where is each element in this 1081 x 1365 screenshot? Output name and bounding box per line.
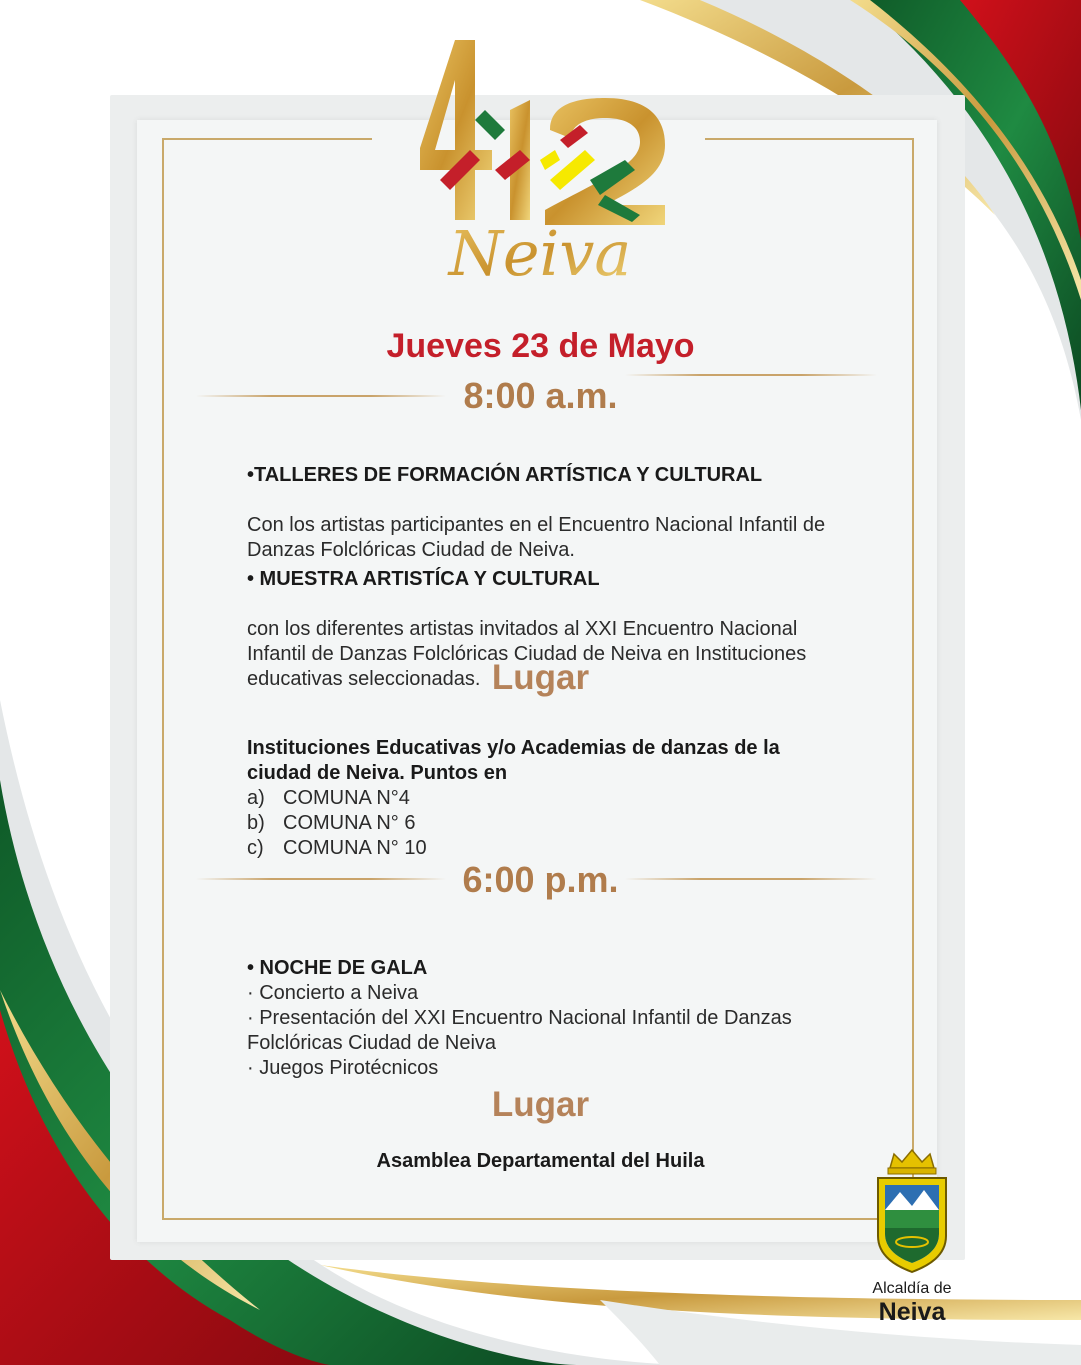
coat-of-arms-icon: [872, 1148, 952, 1278]
activity-description: Con los artistas participantes en el Encuentro Nacional Infantil de Danzas Folclóricas Ciudad de Neiva.: [247, 514, 826, 561]
alcaldia-name: Neiva: [878, 1298, 946, 1326]
activity-title: •TALLERES DE FORMACIÓN ARTÍSTICA Y CULTURAL: [247, 464, 763, 486]
neiva-412-logo: [400, 30, 690, 300]
venue-name: Asamblea Departamental del Huila: [376, 1150, 705, 1172]
alcaldia-label: Alcaldía de: [872, 1280, 952, 1297]
place-description: Instituciones Educativas y/o Academias de danzas de la ciudad de Neiva. Puntos en: [247, 737, 780, 784]
list-item: c) COMUNA N° 10: [247, 837, 427, 859]
morning-time: 8:00 a.m.: [463, 375, 618, 416]
activity-title: • MUESTRA ARTISTÍCA Y CULTURAL: [247, 568, 600, 590]
evening-time: 6:00 p.m.: [462, 859, 619, 900]
event-date: Jueves 23 de Mayo: [386, 327, 695, 365]
activity-title: • NOCHE DE GALA: [247, 957, 428, 979]
logo-script-text: Neiva: [448, 217, 632, 290]
activity-description: con los diferentes artistas invitados al XXI Encuentro Nacional Infantil de Danzas Folclóricas Ciudad de Neiva en Instituciones educativas seleccionadas.: [247, 618, 807, 690]
place-title: Lugar: [491, 1085, 590, 1124]
place-title: Lugar: [491, 658, 590, 697]
list-item: · Concierto a Neiva: [247, 982, 419, 1004]
activity-gala: [247, 931, 847, 1106]
list-item: · Juegos Pirotécnicos: [247, 1057, 439, 1079]
list-item: a) COMUNA N°4: [247, 787, 410, 809]
list-item: · Presentación del XXI Encuentro Nacional Infantil de Danzas Folclóricas Ciudad de Neiva: [247, 1007, 792, 1054]
logo-number-text: 412: [400, 30, 402, 31]
list-item: b) COMUNA N° 6: [247, 812, 416, 834]
